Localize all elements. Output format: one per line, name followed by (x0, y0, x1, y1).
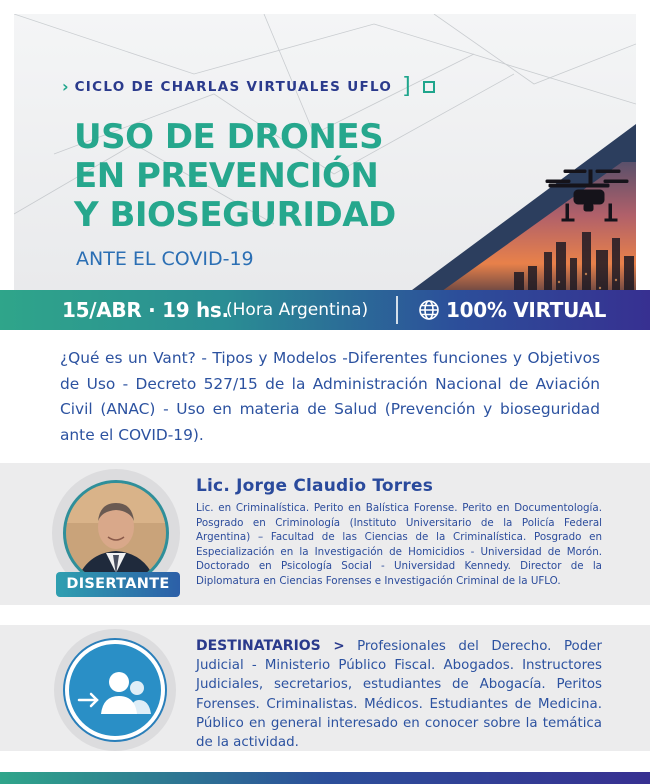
audience-text: Profesionales del Derecho. Poder Judicial - Ministerio Público Fiscal. Abogados. Instructores Judiciales, secretarios, estudiantes de Abogacía. Peritos Forenses. Criminalistas. Médicos. Estudiantes de Medicina. Público en general interesado en conocer sobre la temática de la actividad. (196, 639, 602, 751)
speaker-section (0, 463, 650, 605)
chevron-right-icon: > (333, 639, 345, 654)
title-line-2: EN PREVENCIÓN (74, 156, 379, 196)
avatar (63, 480, 169, 586)
event-date-band (0, 290, 650, 330)
timezone-note: (Hora Argentina) (226, 300, 369, 320)
divider (396, 296, 398, 324)
footer-gradient-bar (0, 772, 650, 784)
globe-icon (418, 299, 440, 321)
audience-label: DESTINATARIOS (196, 638, 321, 654)
speaker-name: Lic. Jorge Claudio Torres (196, 476, 434, 496)
speaker-bio: Lic. en Criminalística. Perito en Balística Forense. Perito en Documentología. Posgrado en Criminología (Instituto Universitario de la Policía Federal Argentina) – Facultad de las Ciencias de la Criminalística. Posgrado en Especialización en la Investigación de Homicidios - Universidad de Morón. Doctorado en Psicología Social - Universidad Kennedy. Director de la Diplomatura en Ciencias Forenses e Investigación Criminal de la UFLO. (196, 502, 602, 587)
event-subtitle: ANTE EL COVID-19 (76, 248, 254, 270)
speaker-badge: DISERTANTE (56, 572, 180, 597)
audience-description (196, 637, 602, 752)
title-line-3: Y BIOSEGURIDAD (74, 195, 396, 235)
event-mode: 100% VIRTUAL (446, 298, 607, 322)
chevron-right-icon: › (62, 77, 69, 96)
title-line-1: USO DE DRONES (74, 117, 384, 157)
square-decoration (423, 81, 435, 93)
audience-icon-circle (65, 640, 165, 740)
event-date-time: 15/ABR · 19 hs. (62, 298, 229, 322)
series-title: CICLO DE CHARLAS VIRTUALES UFLO (74, 79, 393, 95)
audience-icon-frame (54, 629, 176, 751)
hero-banner (14, 14, 636, 290)
drone-city-image (424, 162, 636, 290)
group-users-icon (73, 652, 157, 730)
speaker-photo (66, 483, 166, 583)
audience-section (0, 625, 650, 751)
event-description: ¿Qué es un Vant? - Tipos y Modelos -Diferentes funciones y Objetivos de Uso - Decreto 527/15 de la Administración Nacional de Aviación Civil (ANAC) - Uso en materia de Salud (Prevención y bioseguridad ante el COVID-19). (60, 349, 600, 444)
event-series-kicker (62, 76, 435, 98)
event-title (74, 118, 474, 235)
bracket-decoration: ] (402, 74, 411, 99)
